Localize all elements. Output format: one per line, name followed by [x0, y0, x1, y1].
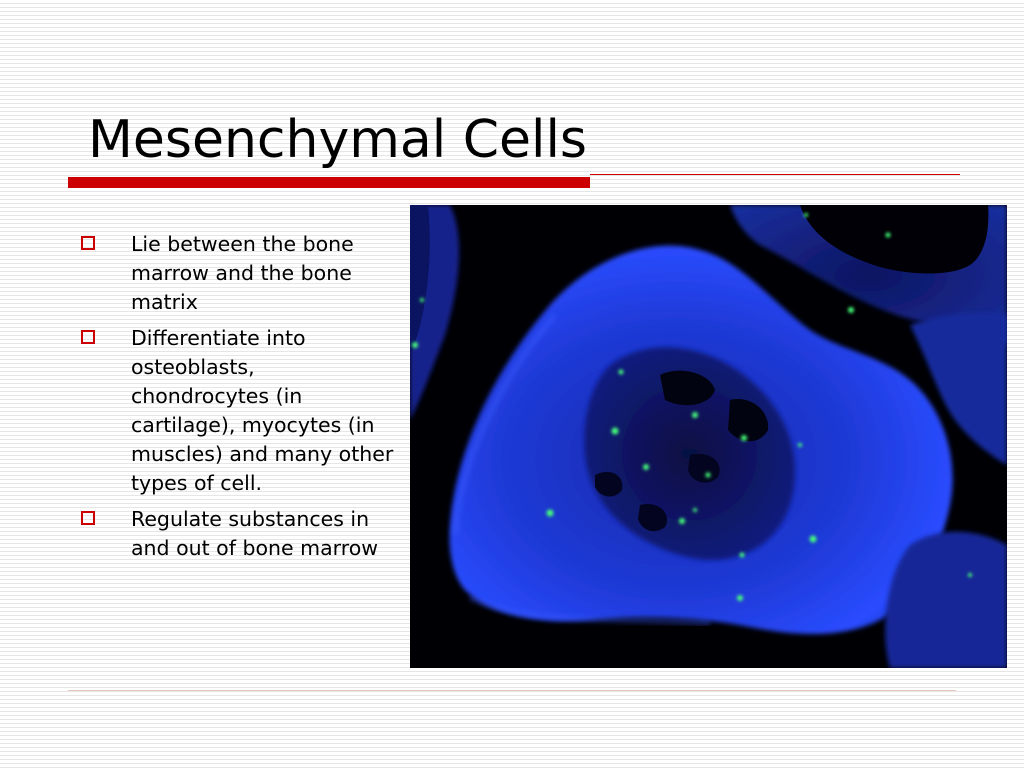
hollow-square-icon	[81, 236, 95, 250]
bullet-text: Regulate substances in and out of bone marrow	[131, 507, 379, 560]
title-underline-thin	[590, 174, 960, 175]
bullet-text: Differentiate into osteoblasts, chondrocytes (in cartilage), myocytes (in muscles) and many other types of cell.	[131, 326, 394, 495]
bullet-item	[80, 505, 395, 563]
micrograph-image	[410, 205, 1007, 668]
footer-divider	[68, 690, 956, 691]
bullet-item	[80, 230, 395, 317]
title-underline	[68, 174, 960, 188]
hollow-square-icon	[81, 511, 95, 525]
bullet-item	[80, 324, 395, 498]
bullet-list	[80, 230, 395, 570]
fluorescence-micrograph	[410, 205, 1007, 668]
hollow-square-icon	[81, 330, 95, 344]
title-underline-thick	[68, 177, 590, 188]
slide-title: Mesenchymal Cells	[88, 110, 588, 170]
bullet-text: Lie between the bone marrow and the bone matrix	[131, 232, 354, 314]
